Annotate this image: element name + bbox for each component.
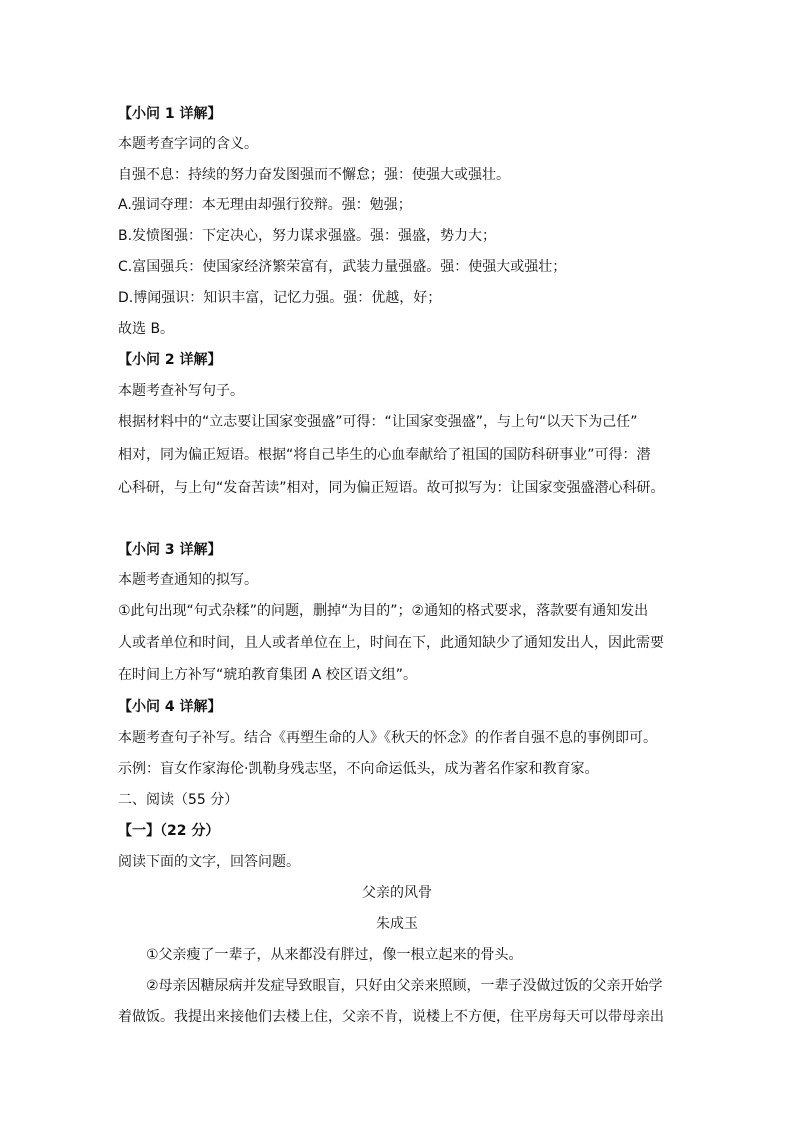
text-line: ①此句出现“句式杂糅”的问题，删掉“为目的”；②通知的格式要求，落款要有通知发出 xyxy=(118,603,649,619)
heading-q1: 【小问 1 详解】 xyxy=(118,106,222,122)
paragraph-line: ①父亲瘦了一辈子，从来都没有胖过，像一根立起来的骨头。 xyxy=(146,947,523,963)
heading-q4: 【小问 4 详解】 xyxy=(118,699,222,715)
heading-q3: 【小问 3 详解】 xyxy=(118,542,222,558)
text-line: 根据材料中的“立志要让国家变强盛”可得：“让国家变强盛”，与上句“以天下为己任” xyxy=(118,414,638,430)
text-line: 示例：盲女作家海伦·凯勒身残志坚，不向命运低头，成为著名作家和教育家。 xyxy=(118,761,599,777)
text-line: 本题考查补写句子。 xyxy=(118,383,244,399)
text-line: 在时间上方补写“琥珀教育集团 A 校区语文组”。 xyxy=(118,667,417,683)
article-author: 朱成玉 xyxy=(376,916,418,932)
text-line: D.博闻强识：知识丰富，记忆力强。强：优越，好； xyxy=(118,290,442,306)
text-line: 本题考查字词的含义。 xyxy=(118,136,258,152)
text-line: 自强不息：持续的努力奋发图强而不懈怠；强：使强大或强壮。 xyxy=(118,167,510,183)
text-line: 本题考查通知的拟写。 xyxy=(118,572,258,588)
heading-q2: 【小问 2 详解】 xyxy=(118,352,222,368)
text-line: 人或者单位和时间，且人或者单位在上，时间在下，此通知缺少了通知发出人，因此需要 xyxy=(118,635,664,651)
paragraph-line: ②母亲因糖尿病并发症导致眼盲，只好由父亲来照顾，一辈子没做过饭的父亲开始学 xyxy=(146,978,663,994)
text-line: 故选 B。 xyxy=(118,321,175,337)
text-line: C.富国强兵：使国家经济繁荣富有，武装力量强盛。强：使强大或强壮； xyxy=(118,259,567,275)
text-line: A.强词夺理：本无理由却强行狡辩。强：勉强； xyxy=(118,197,412,213)
text-line: 心科研，与上句“发奋苦读”相对，同为偏正短语。故可拟写为：让国家变强盛潜心科研。 xyxy=(118,480,665,496)
text-line: 相对，同为偏正短语。根据“将自己毕生的心血奉献给了祖国的国防科研事业”可得：潜 xyxy=(118,447,651,463)
subsection-title: 【一】（22 分） xyxy=(118,823,220,839)
article-title: 父亲的风骨 xyxy=(362,885,432,901)
text-line: 阅读下面的文字，回答问题。 xyxy=(118,854,300,870)
paragraph-line: 着做饭。我提出来接他们去楼上住，父亲不肯，说楼上不方便，住平房每天可以带母亲出 xyxy=(118,1009,664,1025)
text-line: 本题考查句子补写。结合《再塑生命的人》《秋天的怀念》的作者自强不息的事例即可。 xyxy=(118,730,657,746)
section-title: 二、阅读（55 分） xyxy=(118,792,239,808)
text-line: B.发愤图强：下定决心，努力谋求强盛。强：强盛，势力大； xyxy=(118,228,497,244)
